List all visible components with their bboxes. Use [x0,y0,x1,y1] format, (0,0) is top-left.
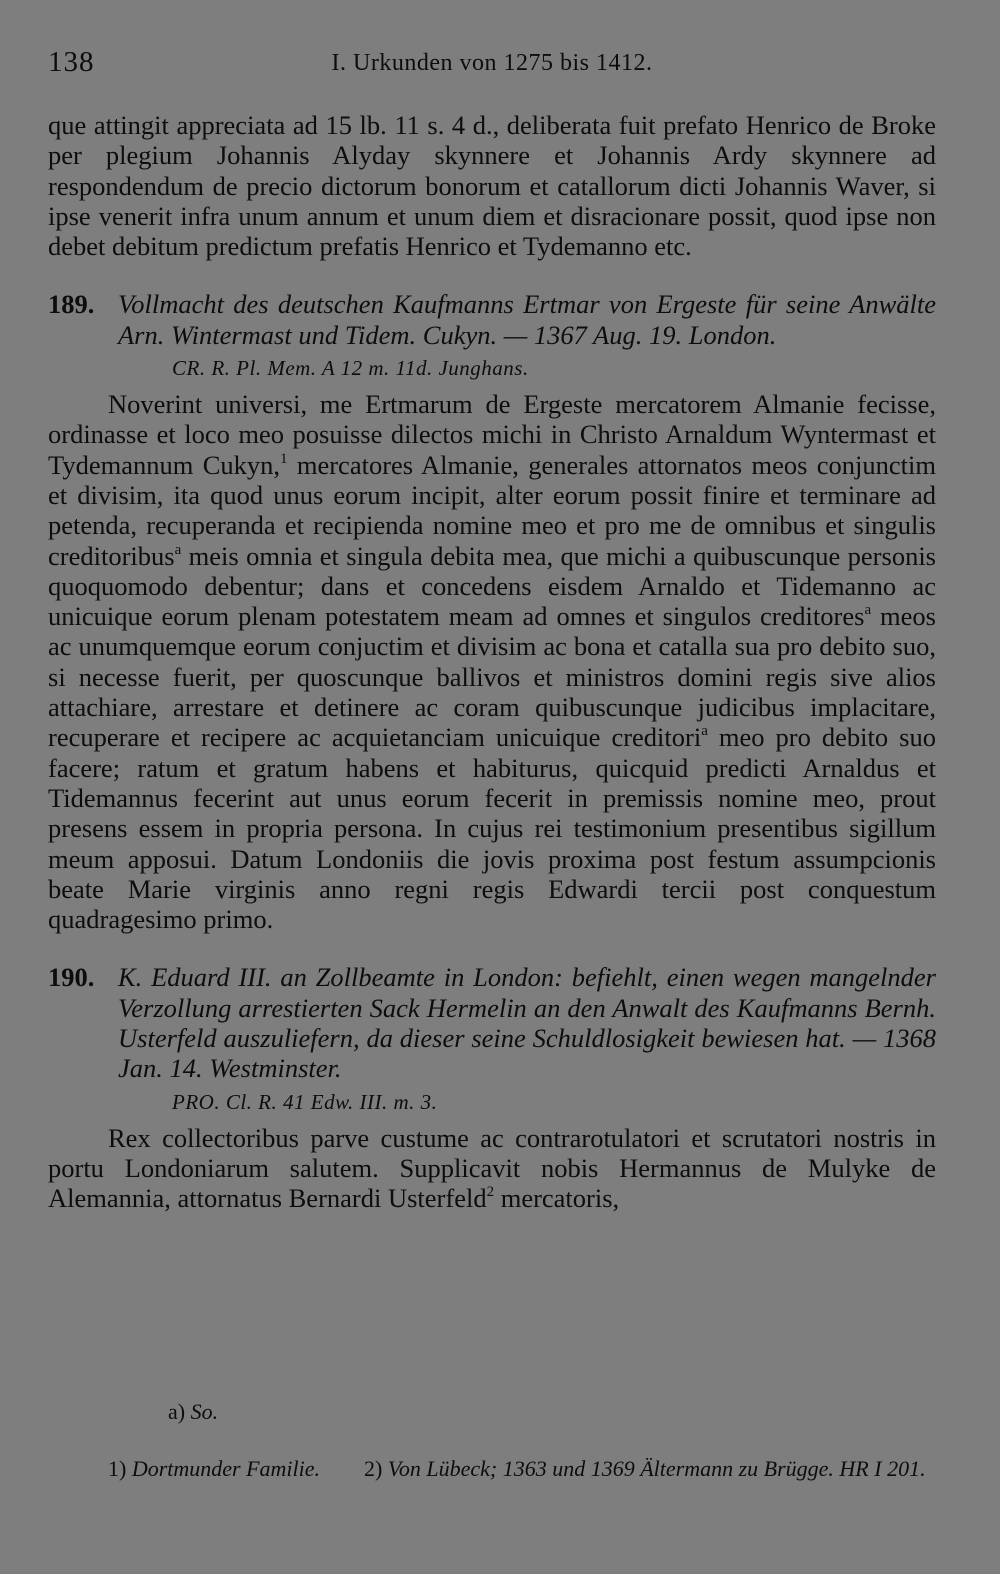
note-ref: a [174,541,182,558]
footnote-1-text: Dortmunder Familie. [131,1456,321,1481]
source-citation: PRO. Cl. R. 41 Edw. III. m. 3. [172,1089,438,1114]
page-number: 138 [48,46,95,78]
note-label: a) [168,1399,186,1424]
notes-section [48,1396,936,1484]
entry-title: Vollmacht des deutschen Kaufmanns Ertmar von Ergeste für seine Anwälte Arn. Wintermast und Tidem. Cukyn. — 1367 Aug. 19. London. [118,289,936,350]
entry-number: 190. [48,962,95,993]
text-segment: meo pro debito suo facere; ratum et gratum habens et habiturus, quicquid predicti Arnaldus et Tidemannus fecerint aut unus eorum fecerit in premissis nomine meo, prout presens essem in propria persona. In cujus rei testimonium presentibus sigillum meum apposui. Datum Londoniis die jovis proxima post festum assumpcionis beate Marie virginis anno regni regis Edwardi tercii post conquestum quadragesimo primo. [48,722,936,935]
entry-190-text [48,1123,936,1214]
entry-title: K. Eduard III. an Zollbeamte in London: befiehlt, einen wegen mangelnder Verzollung arrestierten Sack Hermelin an den Anwalt des Kaufmanns Bernh. Usterfeld auszuliefern, da dieser seine Schuldlosigkeit bewiesen hat. — 1368 Jan. 14. Westminster. [118,962,936,1084]
footnote-ref: 1 [280,450,288,467]
footnotes [48,1453,936,1484]
text-segment: Noverint universi, me Ertmarum de Ergeste mercatorem Almanie fecisse, ordinasse et loco meo posuisse dilectos michi in Christo Arnaldum Wyntermast et Tydemannum Cukyn, [48,389,936,480]
note-ref: a [701,723,708,740]
textual-note-a [168,1396,936,1427]
footnote-ref: 2 [486,1184,495,1201]
text-segment: mercatores Almanie, generales attornatos meos conjunctim et divisim, ita quod unus eorum incipit, alter eorum possit finire et terminare ad petenda, recuperanda et recipienda nomine meo et pro me de omnibus et singulis creditoribus [48,449,936,571]
footnote-2-text: Von Lübeck; 1363 und 1369 Ältermann zu Brügge. HR I 201. [387,1456,926,1481]
text-segment: Rex collectoribus parve custume ac contrarotulatori et scrutatori nostris in portu Londoniarum salutem. Supplicavit nobis Hermannus de Mulyke de Alemannia, attornatus Bernardi Usterfeld [48,1122,936,1214]
footnote-1-label: 1) [108,1456,127,1481]
text-segment: meos ac unumquemque eorum conjuctim et divisim ac bona et catalla sua pro debito suo, si necesse fuerit, per quoscunque ballivos et ministros domini regis sive alios attachiare, arrestare et detinere ac coram quibuscunque judicibus implacitare, recuperare et recipere ac acquietanciam unicuique creditori [48,601,936,753]
page-header [48,46,936,86]
footnote-2-label: 2) [364,1456,383,1481]
entry-190-heading [48,962,936,1083]
running-title: I. Urkunden von 1275 bis 1412. [331,50,653,76]
text-segment: meis omnia et singula debita mea, que michi a quibuscunque personis quoquomodo debentur; dans et concedens eisdem Arnaldo et Tidemanno ac unicuique eorum plenam potestatem meam ad omnes et singulos creditores [48,540,936,632]
entry-189-heading [48,289,936,350]
text-segment: mercatoris, [494,1183,620,1214]
entry-number: 189. [48,289,95,320]
source-citation: CR. R. Pl. Mem. A 12 m. 11d. Junghans. [172,356,529,381]
note-text: So. [190,1399,219,1424]
entry-189-text [48,389,936,934]
continuation-paragraph: que attingit appreciata ad 15 lb. 11 s. 4 d., deliberata fuit prefato Henrico de Broke per plegium Johannis Alyday skynnere et Johannis Ardy skynnere ad respondendum de precio dictorum bonorum et catallorum dicti Johannis Waver, si ipse venerit infra unum annum et unum diem et disracionare possit, quod ipse non debet debitum predictum prefatis Henrico et Tydemanno etc. [48,110,936,262]
entry-190 [48,962,936,1213]
entry-189 [48,289,936,934]
page-body [48,110,936,1214]
note-ref: a [864,602,872,619]
